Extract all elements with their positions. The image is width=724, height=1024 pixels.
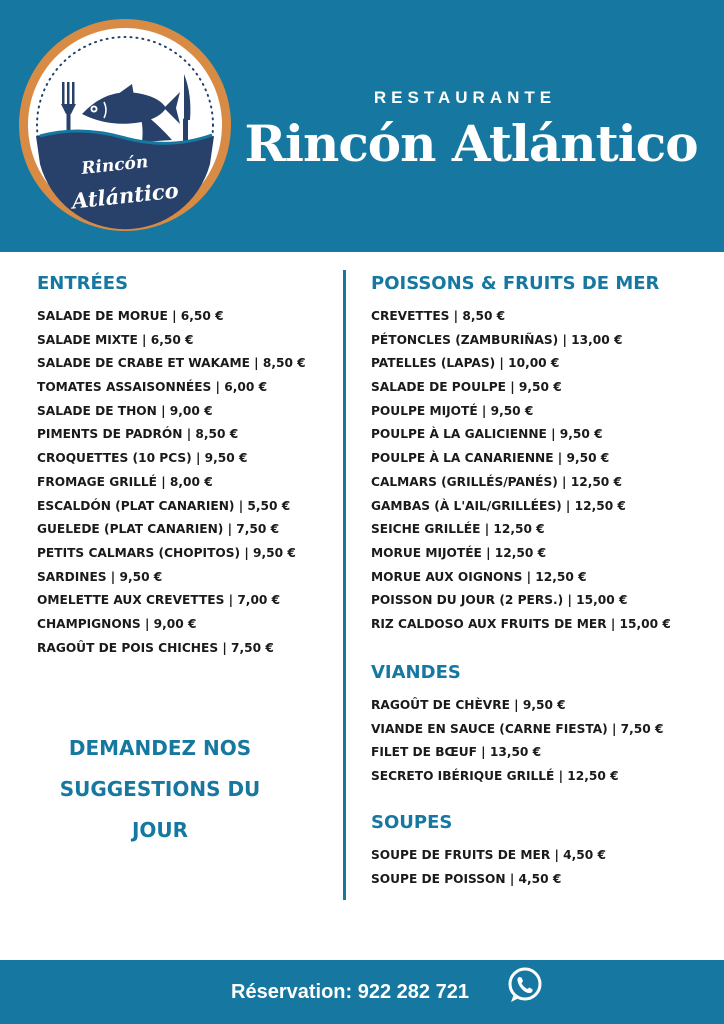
menu-item: SOUPE DE FRUITS DE MER | 4,50 € xyxy=(371,848,606,862)
entrees-list xyxy=(37,305,306,660)
menu-item: PATELLES (LAPAS) | 10,00 € xyxy=(371,356,560,371)
menu-item: SOUPE DE POISSON | 4,50 € xyxy=(371,871,562,886)
section-title-soupes: SOUPES xyxy=(371,812,453,833)
menu-item: MORUE AUX OIGNONS | 12,50 € xyxy=(371,569,587,584)
menu-item: CALMARS (GRILLÉS/PANÉS) | 12,50 € xyxy=(371,474,623,489)
menu-item: RAGOÛT DE POIS CHICHES | 7,50 € xyxy=(37,640,274,655)
daily-suggestions-promo xyxy=(40,728,280,851)
menu-item: SALADE DE POULPE | 9,50 € xyxy=(371,380,562,395)
menu-item: GUELEDE (PLAT CANARIEN) | 7,50 € xyxy=(37,522,280,537)
viandes-list xyxy=(371,694,663,789)
menu-item: ESCALDÓN (PLAT CANARIEN) | 5,50 € xyxy=(37,498,291,513)
promo-line: SUGGESTIONS DU xyxy=(59,777,261,801)
menu-item: SALADE DE MORUE | 6,50 € xyxy=(37,309,224,323)
reservation-phone[interactable]: Réservation: 922 282 721 xyxy=(231,981,469,1003)
menu-item: SARDINES | 9,50 € xyxy=(37,569,163,584)
menu-item: POISSON DU JOUR (2 PERS.) | 15,00 € xyxy=(371,593,628,608)
menu-item: CHAMPIGNONS | 9,00 € xyxy=(37,616,197,631)
restaurant-title: Rincón Atlántico xyxy=(244,114,698,173)
menu-item: CROQUETTES (10 PCS) | 9,50 € xyxy=(37,451,248,466)
menu-item: CREVETTES | 8,50 € xyxy=(371,309,506,323)
menu-item: POULPE À LA GALICIENNE | 9,50 € xyxy=(371,427,603,442)
menu-item: SECRETO IBÉRIQUE GRILLÉ | 12,50 € xyxy=(371,769,619,784)
footer-banner xyxy=(0,960,724,1024)
promo-line: DEMANDEZ NOS xyxy=(68,736,252,760)
restaurant-subtitle: RESTAURANTE xyxy=(373,88,557,107)
menu-item: PIMENTS DE PADRÓN | 8,50 € xyxy=(37,427,239,442)
menu-item: SALADE DE CRABE ET WAKAME | 8,50 € xyxy=(37,356,306,371)
menu-item: PÉTONCLES (ZAMBURIÑAS) | 13,00 € xyxy=(371,332,623,347)
section-title-entrees: ENTRÉES xyxy=(37,273,129,294)
header-banner xyxy=(0,0,724,252)
whatsapp-icon[interactable] xyxy=(505,965,545,1005)
menu-item: SALADE DE THON | 9,00 € xyxy=(37,403,213,418)
column-divider xyxy=(343,270,346,900)
menu-item: MORUE MIJOTÉE | 12,50 € xyxy=(371,545,547,560)
menu-item: POULPE MIJOTÉ | 9,50 € xyxy=(371,403,534,418)
menu-item: RIZ CALDOSO AUX FRUITS DE MER | 15,00 € xyxy=(371,616,671,631)
promo-line: JOUR xyxy=(131,818,189,842)
menu-item: VIANDE EN SAUCE (CARNE FIESTA) | 7,50 € xyxy=(371,721,664,736)
soupes-list xyxy=(371,844,606,891)
menu-item: RAGOÛT DE CHÈVRE | 9,50 € xyxy=(371,698,566,712)
menu-item: FILET DE BŒUF | 13,50 € xyxy=(371,745,542,760)
menu-item: PETITS CALMARS (CHOPITOS) | 9,50 € xyxy=(37,545,296,560)
menu-item: SEICHE GRILLÉE | 12,50 € xyxy=(371,522,545,537)
poissons-list xyxy=(371,305,671,637)
menu-item: POULPE À LA CANARIENNE | 9,50 € xyxy=(371,451,610,466)
logo-name-line2: Atlántico xyxy=(70,177,180,214)
menu-item: SALADE MIXTE | 6,50 € xyxy=(37,332,194,347)
section-title-viandes: VIANDES xyxy=(371,662,461,683)
restaurant-logo xyxy=(14,14,236,236)
menu-item: TOMATES ASSAISONNÉES | 6,00 € xyxy=(37,380,268,395)
menu-item: FROMAGE GRILLÉ | 8,00 € xyxy=(37,474,213,489)
menu-item: OMELETTE AUX CREVETTES | 7,00 € xyxy=(37,593,281,608)
section-title-poissons: POISSONS & FRUITS DE MER xyxy=(371,273,660,294)
menu-item: GAMBAS (À L'AIL/GRILLÉES) | 12,50 € xyxy=(371,498,626,513)
logo-name-line1: Rincón xyxy=(80,152,150,179)
